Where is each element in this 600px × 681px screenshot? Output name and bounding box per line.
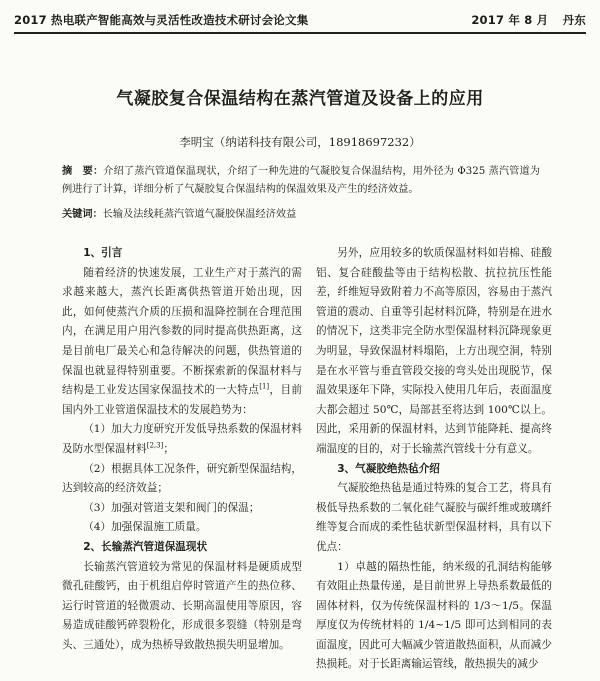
issue-place: 丹东: [562, 13, 586, 27]
paper-title: 气凝胶复合保温结构在蒸汽管道及设备上的应用: [116, 89, 484, 109]
intro-text: 随着经济的快速发展，工业生产对于蒸汽的需求越来越大，蒸汽长距离供热管道开始出现，因此，如何使蒸汽介质的压损和温降控制在合理范围内，在满足用户用汽参数的同时提高供热距离，这是目前电厂最关心和急待解决的问题，供热管道的保温也就显得特别重要。不断探索新的保温材料与结构是工业发达国家保温技术的一大特点: [62, 266, 302, 397]
paragraph-intro: [62, 264, 302, 421]
issue-date: 2017 年 8 月: [471, 13, 549, 27]
intro-text-cont: ，目前国内外工业管道保温技术的发展趋势为：: [62, 384, 303, 416]
section-heading-1: 1、引言: [83, 247, 123, 259]
left-column: [62, 244, 302, 655]
citation-2: [2,3]: [146, 441, 164, 450]
section-heading-2: 2、长输蒸汽管道保温现状: [83, 540, 208, 553]
keywords-text: 长输及法线耗蒸汽管道气凝胶保温经济效益: [102, 209, 297, 220]
abstract-text: 介绍了蒸汽管道保温现状，介绍了一种先进的气凝胶复合保温结构，用外径为 Φ325 蒸汽管道为例进行了计算，详细分析了气凝胶复合保温结构的保温效果及产生的经济效益。: [62, 166, 540, 195]
paragraph-advantage-1: 1）卓越的隔热性能，纳米级的孔洞结构能够有效阻止热量传递，是目前世界上导热系数最低的固体材料，仅为传统保温材料的 1/3～1/5。保温厚度仅为传统材料的 1/4~1/5 即可达到相同的表面温度，因此可大幅减少管道散热面积，从而减少热损耗。对于长距离输运管线，散热损失的减少: [316, 560, 552, 671]
section-heading-3: 3、气凝胶绝热毡介绍: [337, 462, 440, 475]
abstract: [62, 163, 540, 199]
list-item-2: （2）根据具体工况条件，研究新型保温结构，达到较高的经济效益；: [62, 462, 302, 495]
right-column: [316, 244, 552, 675]
list-item-1-end: ；: [163, 442, 174, 455]
abstract-label: 摘 要：: [62, 166, 104, 177]
running-header: [14, 8, 586, 34]
list-item-4: （4）加强保温施工质量。: [83, 521, 207, 534]
author-line: 李明宝（纳诺科技有限公司，18918697232）: [179, 135, 421, 149]
keywords-label: 关键词：: [62, 209, 103, 220]
journal-name: 2017 热电联产智能高效与灵活性改造技术研讨会论文集: [14, 13, 309, 27]
list-item-1-text: （1）加大力度研究开发低导热系数的保温材料及防水型保温材料: [62, 423, 302, 455]
list-item-1: [62, 420, 302, 459]
paragraph-status: 长输蒸汽管道较为常见的保温材料是硬质成型微孔硅酸钙，由于机组启停时管道产生的热位移、运行时管道的轻微震动、长期高温使用等原因，容易造成硅酸钙碎裂粉化，形成很多裂缝（特别是弯头、三通处），成为热桥导致散热损失明显增加。: [62, 560, 302, 651]
list-item-3: （3）加强对管道支架和阀门的保温；: [83, 501, 260, 514]
citation-1: [1]: [259, 382, 270, 391]
issue-info: [461, 12, 586, 28]
keywords: [62, 207, 540, 223]
paragraph-soft-materials: 另外，应用较多的软质保温材料如岩棉、硅酸铝、复合硅酸盐等由于结构松散、抗拉抗压性能差，纤维短导致附着力不高等原因，容易由于蒸汽管道的震动、自重等引起材料沉降，特别是在进水的情况下，这类非完全防水型保温材料沉降现象更为明显，导致保温材料塌陷，上方出现空洞，特别是在水平管与垂直管段交接的弯头处出现脱节，保温效果逐年下降，实际投入使用几年后，表面温度大都会超过 50℃，局部甚至将达到 100℃以上。因此，采用新的保温材料，达到节能降耗、提高终端温度的目的，对于长输蒸汽管线十分有意义。: [316, 247, 552, 455]
paragraph-aerogel-intro: 气凝胶绝热毡是通过特殊的复合工艺，将具有极低导热系数的二氧化硅气凝胶与碳纤维或玻璃纤维等复合而成的柔性毡状新型保温材料，具有以下优点：: [316, 482, 552, 553]
